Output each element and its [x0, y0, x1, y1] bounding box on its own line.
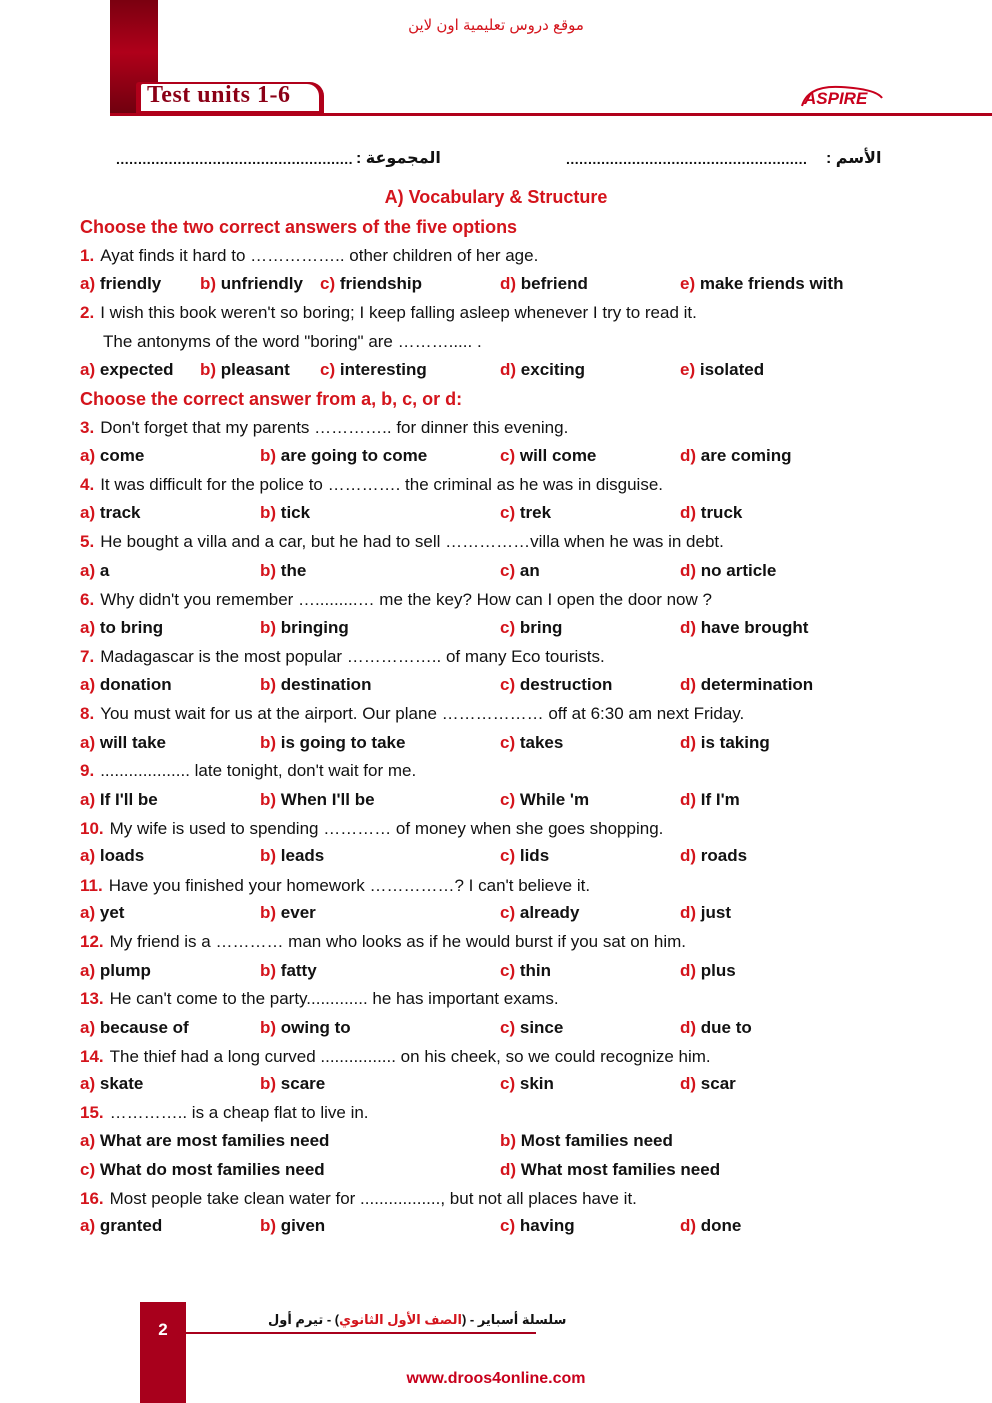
option-d — [680, 561, 776, 581]
option-d — [680, 733, 770, 753]
question-number: 5. — [80, 532, 95, 551]
option-text: granted — [99, 1216, 163, 1235]
option-a — [80, 1074, 143, 1094]
option-text: the — [280, 561, 307, 580]
option-c — [500, 846, 549, 866]
question-text: Ayat finds it hard to …………….. other children of her age. — [100, 246, 539, 265]
option-letter: c) — [500, 503, 516, 522]
option-text: leads — [280, 846, 325, 865]
question-9 — [80, 761, 416, 781]
option-b — [260, 561, 306, 581]
option-letter: b) — [260, 733, 277, 752]
option-text: no article — [700, 561, 777, 580]
option-a — [80, 274, 161, 294]
option-text: If I'm — [700, 790, 740, 809]
option-letter: c) — [500, 561, 516, 580]
option-letter: b) — [500, 1131, 517, 1150]
option-letter: a) — [80, 1216, 96, 1235]
option-letter: c) — [500, 675, 516, 694]
option-text: because of — [99, 1018, 189, 1037]
option-b — [260, 503, 310, 523]
question-text: I wish this book weren't so boring; I keep falling asleep whenever I try to read it. — [100, 303, 697, 322]
option-c — [500, 961, 551, 981]
option-text: befriend — [520, 274, 588, 293]
section-title: A) Vocabulary & Structure — [384, 187, 608, 207]
option-text: While 'm — [519, 790, 590, 809]
question-2-line2: The antonyms of the word "boring" are ………..... . — [103, 332, 482, 351]
option-d — [680, 675, 813, 695]
option-d — [680, 790, 740, 810]
option-text: since — [519, 1018, 564, 1037]
option-text: to bring — [99, 618, 164, 637]
option-letter: b) — [260, 618, 277, 637]
question-number: 14. — [80, 1047, 104, 1066]
option-text: bring — [519, 618, 563, 637]
option-b — [260, 903, 316, 923]
option-letter: d) — [680, 903, 697, 922]
option-letter: b) — [260, 846, 277, 865]
site-name-arabic: موقع دروس تعليمية اون لاين — [408, 17, 584, 34]
question-text: Don't forget that my parents ………….. for dinner this evening. — [100, 418, 569, 437]
question-12 — [80, 932, 686, 952]
option-letter: a) — [80, 503, 96, 522]
option-text: pleasant — [220, 360, 290, 379]
option-a — [80, 903, 124, 923]
option-d — [680, 503, 742, 523]
option-c — [500, 1018, 563, 1038]
option-text: have brought — [700, 618, 809, 637]
option-letter: a) — [80, 618, 96, 637]
option-letter: c) — [320, 274, 336, 293]
option-letter: d) — [680, 1018, 697, 1037]
option-a — [80, 733, 166, 753]
option-letter: b) — [260, 1074, 277, 1093]
option-text: isolated — [699, 360, 765, 379]
option-letter: d) — [680, 446, 697, 465]
name-label: الأسم : — [826, 150, 882, 167]
group-label: المجموعة : — [356, 150, 441, 167]
option-letter: a) — [80, 733, 96, 752]
option-text: When I'll be — [280, 790, 375, 809]
option-a — [80, 1216, 162, 1236]
question-text: Most people take clean water for ................., but not all places have it. — [109, 1189, 637, 1208]
option-b — [260, 846, 324, 866]
series-name: سلسلة أسباير - (الصف الأول الثانوي) - تيرم أول — [268, 1312, 567, 1327]
option-c — [500, 790, 589, 810]
option-b — [260, 1074, 325, 1094]
option-text: plump — [99, 961, 151, 980]
option-text: unfriendly — [220, 274, 303, 293]
option-b — [500, 1131, 673, 1151]
option-text: friendship — [339, 274, 423, 293]
option-text: Most families need — [520, 1131, 673, 1150]
option-letter: c) — [500, 733, 516, 752]
option-c — [80, 1160, 325, 1180]
question-8 — [80, 704, 744, 724]
option-text: What do most families need — [99, 1160, 325, 1179]
option-c — [500, 1074, 554, 1094]
question-number: 6. — [80, 590, 95, 609]
option-letter: a) — [80, 790, 96, 809]
question-number: 2. — [80, 303, 95, 322]
option-c — [500, 1216, 575, 1236]
option-letter: b) — [260, 1216, 277, 1235]
footer-url: www.droos4online.com — [406, 1370, 586, 1387]
option-letter: d) — [680, 503, 697, 522]
question-11 — [80, 876, 590, 896]
option-text: an — [519, 561, 540, 580]
option-c — [500, 675, 612, 695]
option-text: What are most families need — [99, 1131, 330, 1150]
header-divider — [110, 113, 992, 116]
option-text: scare — [280, 1074, 326, 1093]
option-a — [80, 503, 141, 523]
question-text: Have you finished your homework ……………? I can't believe it. — [108, 876, 591, 895]
option-letter: b) — [260, 790, 277, 809]
option-a — [80, 961, 151, 981]
option-letter: a) — [80, 446, 96, 465]
option-text: scar — [700, 1074, 736, 1093]
option-letter: a) — [80, 675, 96, 694]
option-text: is going to take — [280, 733, 406, 752]
instruction-abcd: Choose the correct answer from a, b, c, or d: — [80, 389, 463, 409]
option-letter: d) — [680, 961, 697, 980]
option-text: thin — [519, 961, 552, 980]
option-text: destination — [280, 675, 372, 694]
question-number: 15. — [80, 1103, 104, 1122]
option-letter: e) — [680, 360, 696, 379]
question-text: He bought a villa and a car, but he had to sell ……………villa when he was in debt. — [100, 532, 724, 551]
question-number: 13. — [80, 989, 104, 1008]
option-d — [680, 446, 791, 466]
option-letter: c) — [80, 1160, 96, 1179]
option-letter: d) — [500, 274, 517, 293]
option-text: donation — [99, 675, 172, 694]
option-d — [680, 1018, 752, 1038]
option-letter: a) — [80, 360, 96, 379]
option-text: tick — [280, 503, 311, 522]
option-text: takes — [519, 733, 564, 752]
option-letter: a) — [80, 846, 96, 865]
option-letter: c) — [500, 1216, 516, 1235]
option-b — [260, 446, 427, 466]
option-letter: b) — [260, 503, 277, 522]
page-number: 2 — [158, 1320, 168, 1339]
option-a — [80, 561, 109, 581]
question-text: ………….. is a cheap flat to live in. — [109, 1103, 369, 1122]
question-16 — [80, 1189, 637, 1209]
option-c — [500, 503, 551, 523]
option-text: skate — [99, 1074, 144, 1093]
option-letter: e) — [680, 274, 696, 293]
option-letter: d) — [680, 790, 697, 809]
question-6 — [80, 590, 712, 610]
option-c — [320, 360, 427, 380]
option-letter: b) — [260, 1018, 277, 1037]
option-letter: d) — [500, 360, 517, 379]
question-text: Madagascar is the most popular …………….. of many Eco tourists. — [100, 647, 605, 666]
option-letter: b) — [260, 961, 277, 980]
option-d — [500, 1160, 720, 1180]
option-letter: c) — [500, 903, 516, 922]
option-a — [80, 1131, 329, 1151]
option-text: expected — [99, 360, 174, 379]
option-letter: d) — [500, 1160, 517, 1179]
option-letter: b) — [260, 903, 277, 922]
question-3 — [80, 418, 568, 438]
question-1 — [80, 246, 538, 266]
option-a — [80, 675, 172, 695]
question-text: The thief had a long curved ................ on his cheek, so we could recognize him. — [109, 1047, 711, 1066]
option-letter: d) — [680, 1074, 697, 1093]
option-text: bringing — [280, 618, 349, 637]
question-number: 1. — [80, 246, 95, 265]
question-2 — [80, 303, 697, 323]
option-text: is taking — [700, 733, 770, 752]
option-text: interesting — [339, 360, 427, 379]
option-b — [260, 1018, 351, 1038]
option-b — [260, 1216, 325, 1236]
group-field: ...................................................... — [116, 151, 354, 167]
option-text: are going to come — [280, 446, 428, 465]
option-letter: c) — [500, 790, 516, 809]
option-text: having — [519, 1216, 575, 1235]
option-text: track — [99, 503, 141, 522]
question-number: 3. — [80, 418, 95, 437]
option-text: roads — [700, 846, 748, 865]
option-a — [80, 790, 158, 810]
option-text: given — [280, 1216, 326, 1235]
option-c — [500, 903, 579, 923]
option-d — [680, 1216, 741, 1236]
logo-text: ASPIRE — [804, 89, 868, 108]
option-text: exciting — [520, 360, 586, 379]
question-number: 8. — [80, 704, 95, 723]
option-letter: a) — [80, 961, 96, 980]
option-letter: d) — [680, 618, 697, 637]
option-text: destruction — [519, 675, 613, 694]
option-c — [320, 274, 422, 294]
option-a — [80, 846, 144, 866]
option-text: owing to — [280, 1018, 351, 1037]
option-letter: d) — [680, 1216, 697, 1235]
option-letter: a) — [80, 274, 96, 293]
option-d — [500, 360, 585, 380]
option-text: ever — [280, 903, 316, 922]
option-text: already — [519, 903, 580, 922]
option-text: friendly — [99, 274, 162, 293]
question-number: 9. — [80, 761, 95, 780]
question-text: My wife is used to spending ………… of money when she goes shopping. — [109, 819, 664, 838]
option-letter: a) — [80, 561, 96, 580]
question-number: 7. — [80, 647, 95, 666]
page-title: Test units 1-6 — [147, 82, 291, 108]
option-b — [200, 274, 303, 294]
question-10 — [80, 819, 663, 839]
option-letter: c) — [500, 446, 516, 465]
question-13 — [80, 989, 559, 1009]
question-text: My friend is a ………… man who looks as if he would burst if you sat on him. — [109, 932, 686, 951]
option-text: truck — [700, 503, 743, 522]
option-letter: c) — [320, 360, 336, 379]
option-b — [260, 961, 317, 981]
option-letter: d) — [680, 561, 697, 580]
option-d — [680, 618, 808, 638]
option-c — [500, 618, 562, 638]
option-text: come — [99, 446, 145, 465]
option-d — [500, 274, 588, 294]
option-text: will take — [99, 733, 166, 752]
option-letter: d) — [680, 675, 697, 694]
option-letter: a) — [80, 1018, 96, 1037]
question-number: 16. — [80, 1189, 104, 1208]
option-text: done — [700, 1216, 742, 1235]
question-number: 11. — [80, 876, 103, 895]
option-text: trek — [519, 503, 552, 522]
option-letter: b) — [200, 360, 217, 379]
option-a — [80, 360, 174, 380]
option-text: If I'll be — [99, 790, 158, 809]
option-letter: c) — [500, 1018, 516, 1037]
question-7 — [80, 647, 605, 667]
option-text: plus — [700, 961, 736, 980]
option-text: yet — [99, 903, 125, 922]
name-field: ....................................................... — [566, 151, 808, 167]
question-15 — [80, 1103, 369, 1123]
option-text: What most families need — [520, 1160, 721, 1179]
question-14 — [80, 1047, 711, 1067]
option-d — [680, 903, 731, 923]
option-b — [260, 618, 349, 638]
option-letter: d) — [680, 846, 697, 865]
option-letter: c) — [500, 846, 516, 865]
question-text: He can't come to the party............. he has important exams. — [109, 989, 559, 1008]
footer-divider — [186, 1332, 536, 1334]
option-text: make friends with — [699, 274, 844, 293]
option-a — [80, 446, 144, 466]
question-number: 10. — [80, 819, 104, 838]
question-5 — [80, 532, 724, 552]
option-a — [80, 1018, 189, 1038]
option-c — [500, 446, 596, 466]
option-b — [260, 733, 405, 753]
option-d — [680, 846, 747, 866]
option-text: loads — [99, 846, 145, 865]
option-text: are coming — [700, 446, 792, 465]
option-text: will come — [519, 446, 597, 465]
option-letter: c) — [500, 618, 516, 637]
option-text: lids — [519, 846, 550, 865]
option-a — [80, 618, 163, 638]
option-b — [260, 790, 375, 810]
option-text: determination — [700, 675, 814, 694]
option-letter: c) — [500, 1074, 516, 1093]
option-text: a — [99, 561, 110, 580]
option-letter: a) — [80, 903, 96, 922]
aspire-logo — [798, 82, 884, 110]
option-c — [500, 561, 540, 581]
option-letter: b) — [260, 561, 277, 580]
option-letter: a) — [80, 1074, 96, 1093]
option-text: skin — [519, 1074, 554, 1093]
question-text: Why didn't you remember ….........… me the key? How can I open the door now ? — [100, 590, 712, 609]
question-4 — [80, 475, 663, 495]
option-text: just — [700, 903, 732, 922]
option-letter: b) — [260, 675, 277, 694]
question-text: It was difficult for the police to …………. the criminal as he was in disguise. — [100, 475, 663, 494]
question-text: ................... late tonight, don't wait for me. — [100, 761, 417, 780]
option-e — [680, 274, 843, 294]
option-letter: a) — [80, 1131, 96, 1150]
instruction-five-options: Choose the two correct answers of the five options — [80, 217, 518, 237]
option-text: fatty — [280, 961, 317, 980]
question-number: 4. — [80, 475, 95, 494]
option-letter: c) — [500, 961, 516, 980]
option-c — [500, 733, 563, 753]
option-b — [260, 675, 371, 695]
question-text: You must wait for us at the airport. Our plane ……………… off at 6:30 am next Friday. — [100, 704, 745, 723]
option-letter: b) — [200, 274, 217, 293]
question-number: 12. — [80, 932, 104, 951]
option-d — [680, 961, 736, 981]
option-letter: b) — [260, 446, 277, 465]
option-d — [680, 1074, 736, 1094]
option-e — [680, 360, 764, 380]
option-text: due to — [700, 1018, 752, 1037]
option-b — [200, 360, 290, 380]
option-letter: d) — [680, 733, 697, 752]
